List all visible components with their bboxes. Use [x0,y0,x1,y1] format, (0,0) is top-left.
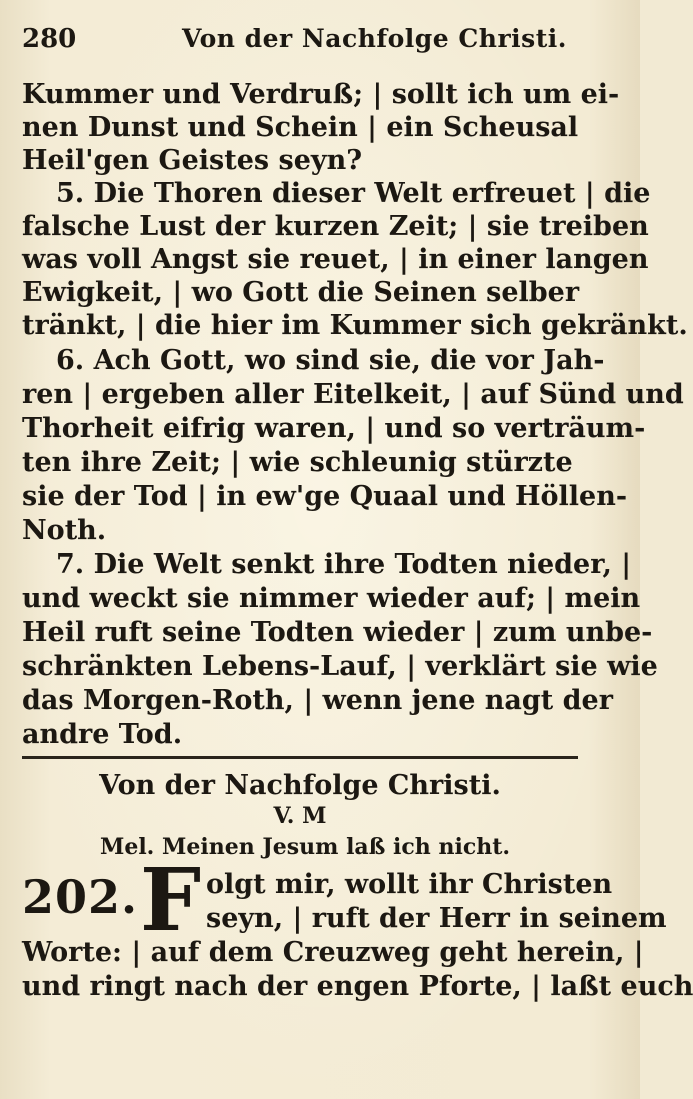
melody-line: Mel. Meinen Jesum laß ich nicht. [99,834,511,860]
text-line: und ringt nach der engen Pforte, | laßt euch [22,971,693,1002]
text-line: tränkt, | die hier im Kummer sich gekränkt. [22,310,688,341]
section-title: Von der Nachfolge Christi. [99,770,501,801]
text-line: falsche Lust der kurzen Zeit; | sie treiben [22,211,649,242]
text-line: Kummer und Verdruß; | sollt ich um ei- [22,79,620,110]
text-line: Thorheit eifrig waren, | und so verträum- [22,413,646,444]
hymn-number: 202. [22,870,139,924]
page-number: 280 [22,24,77,54]
text-line: nen Dunst und Schein | ein Scheusal [22,112,579,143]
section-subtitle: V. M [273,803,327,829]
text-line: ren | ergeben aller Eitelkeit, | auf Sünd und [22,379,684,410]
previous-hymn-text [22,78,688,750]
text-line: Heil ruft seine Todten wieder | zum unbe- [22,617,653,648]
text-line: Heil'gen Geistes seyn? [22,145,363,176]
verse-7-start: 7. Die Welt senkt ihre Todten nieder, | [56,549,632,580]
text-line: und weckt sie nimmer wieder auf; | mein [22,583,641,614]
text-line: andre Tod. [22,719,183,750]
text-line: seyn, | ruft der Herr in seinem [206,903,667,934]
hymn-text [22,868,693,1008]
drop-cap: F [140,850,202,951]
text-line: Worte: | auf dem Creuzweg geht herein, | [22,937,644,968]
verse-5-start: 5. Die Thoren dieser Welt erfreuet | die [56,178,651,209]
text-line: Noth. [22,515,107,546]
page-header [20,24,620,58]
text-line: sie der Tod | in ew'ge Quaal und Höllen- [22,481,628,512]
text-line: was voll Angst sie reuet, | in einer langen [22,244,649,275]
text-line: Ewigkeit, | wo Gott die Seinen selber [22,277,580,308]
text-line: olgt mir, wollt ihr Christen [206,869,613,900]
section-divider [22,756,578,759]
running-head: Von der Nachfolge Christi. [182,24,567,53]
text-line: das Morgen-Roth, | wenn jene nagt der [22,685,613,716]
text-line: ten ihre Zeit; | wie schleunig stürzte [22,447,573,478]
verse-6-start: 6. Ach Gott, wo sind sie, die vor Jah- [56,345,605,376]
text-line: schränkten Lebens-Lauf, | verklärt sie wie [22,651,658,682]
